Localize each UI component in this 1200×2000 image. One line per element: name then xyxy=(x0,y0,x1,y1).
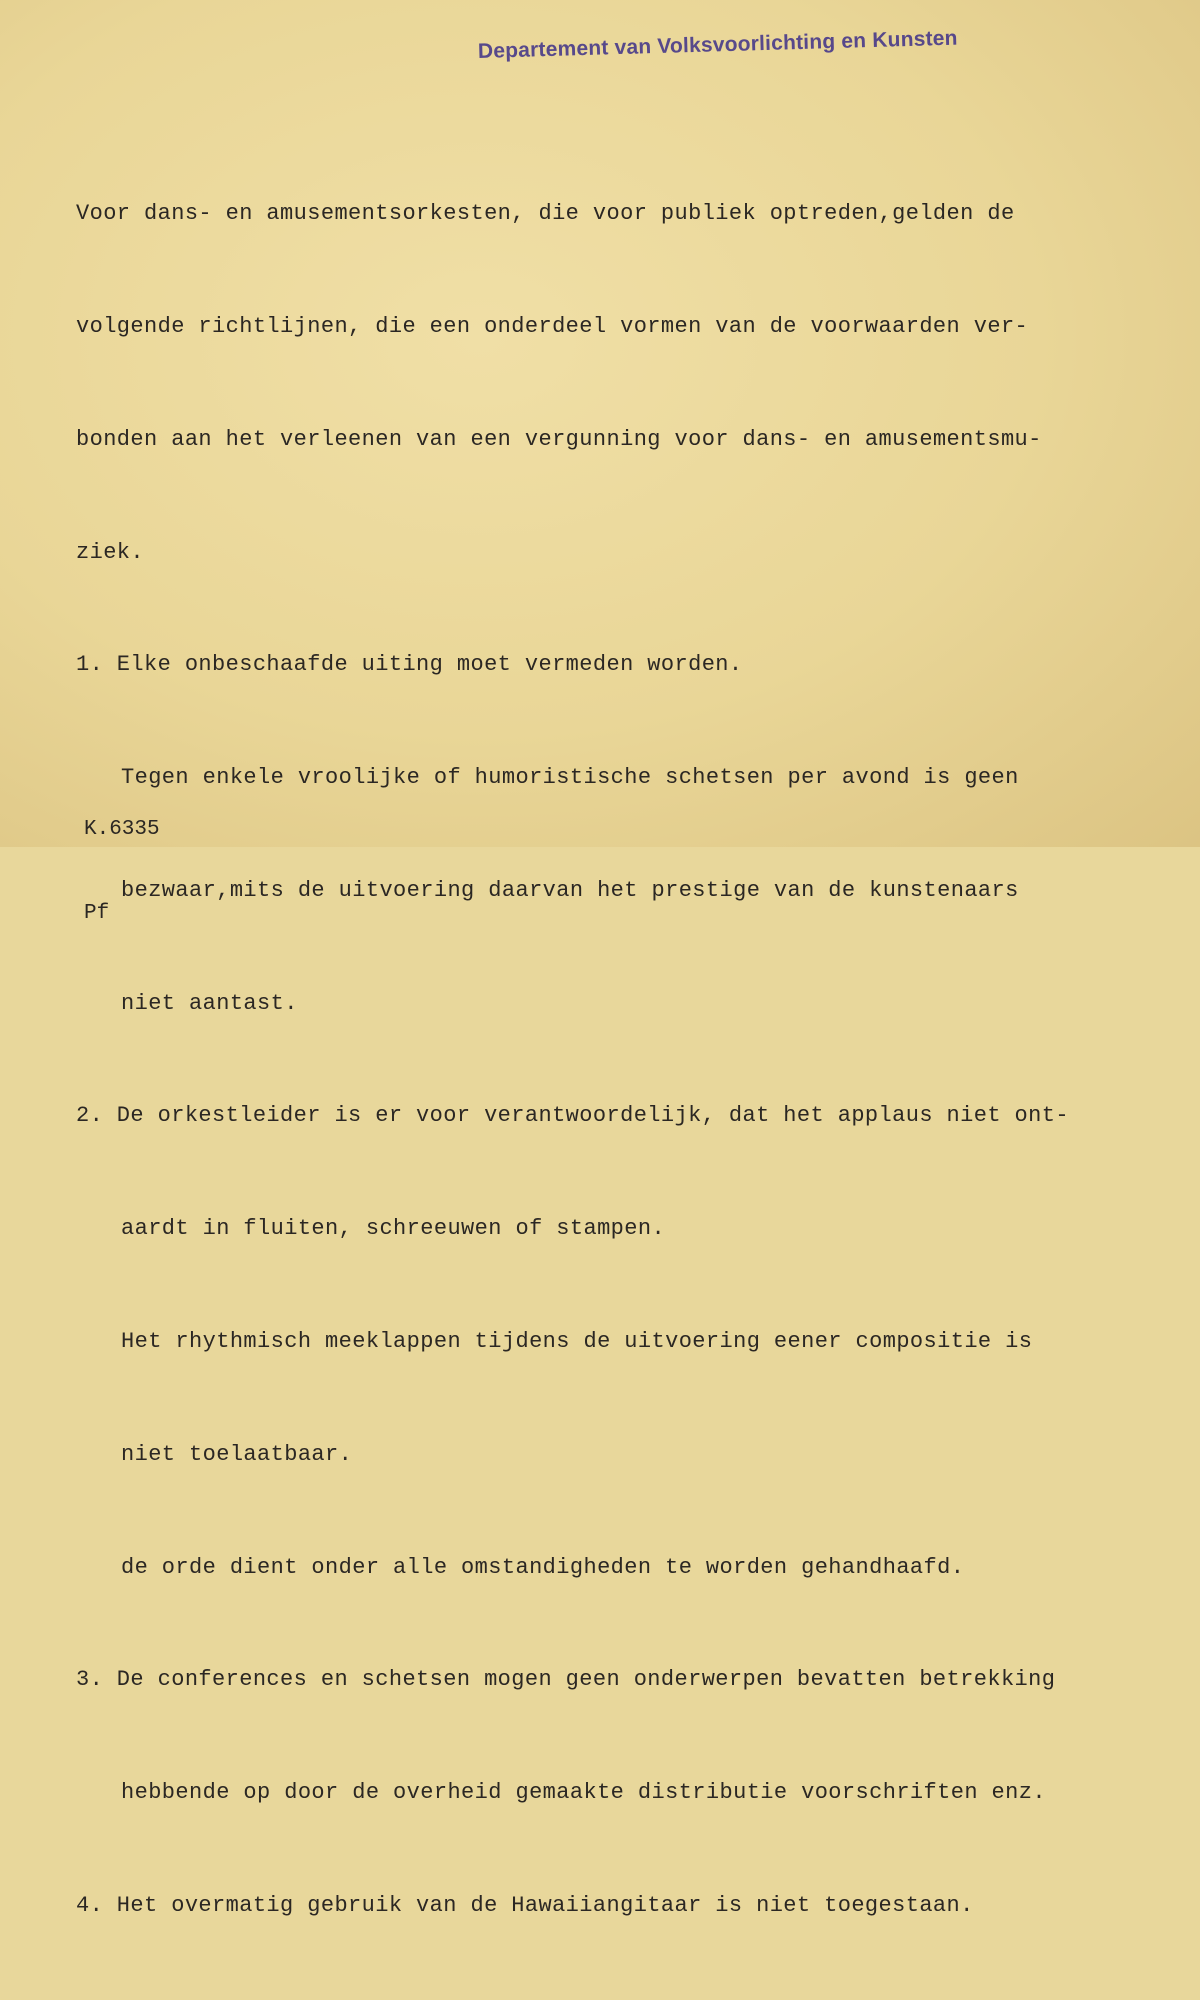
rule-2: 2. De orkestleider is er voor verantwoordelijk, dat het applaus niet ont- xyxy=(76,1103,1069,1129)
text-line: de orde dient onder alle omstandigheden te worden gehandhaafd. xyxy=(121,1554,965,1580)
text-line: Tegen enkele vroolijke of humoristische schetsen per avond is geen xyxy=(121,765,1019,791)
reference-number: K.6335 xyxy=(84,818,160,841)
text-line: bonden aan het verleenen van een vergunning voor dans- en amusementsmu- xyxy=(76,426,1042,452)
text-line: Het rhythmisch meeklappen tijdens de uitvoering eener compositie is xyxy=(121,1329,1033,1354)
text-line: niet aantast. xyxy=(121,990,298,1016)
text-line: ziek. xyxy=(76,539,145,565)
text-line: volgende richtlijnen, die een onderdeel vormen van de voorwaarden ver- xyxy=(76,313,1029,339)
rule-1: 1. Elke onbeschaafde uiting moet vermeden worden. xyxy=(76,652,743,678)
text-line: hebbende op door de overheid gemaakte distributie voorschriften enz. xyxy=(121,1780,1046,1806)
text-line: aardt in fluiten, schreeuwen of stampen. xyxy=(121,1216,666,1242)
text-line: Voor dans- en amusementsorkesten, die voor publiek optreden,gelden de xyxy=(76,201,1015,227)
department-stamp: Departement van Volksvoorlichting en Kunsten xyxy=(477,26,958,63)
rule-4: 4. Het overmatig gebruik van de Hawaiiangitaar is niet toegestaan. xyxy=(76,1892,974,1918)
document-body xyxy=(76,120,1186,2000)
rule-3: 3. De conferences en schetsen mogen geen onderwerpen bevatten betrekking xyxy=(76,1667,1056,1693)
reference-block xyxy=(84,760,160,984)
text-line: niet toelaatbaar. xyxy=(121,1441,353,1467)
reference-initials: Pf xyxy=(84,902,110,925)
text-line: bezwaar,mits de uitvoering daarvan het prestige van de kunstenaars xyxy=(121,877,1019,903)
